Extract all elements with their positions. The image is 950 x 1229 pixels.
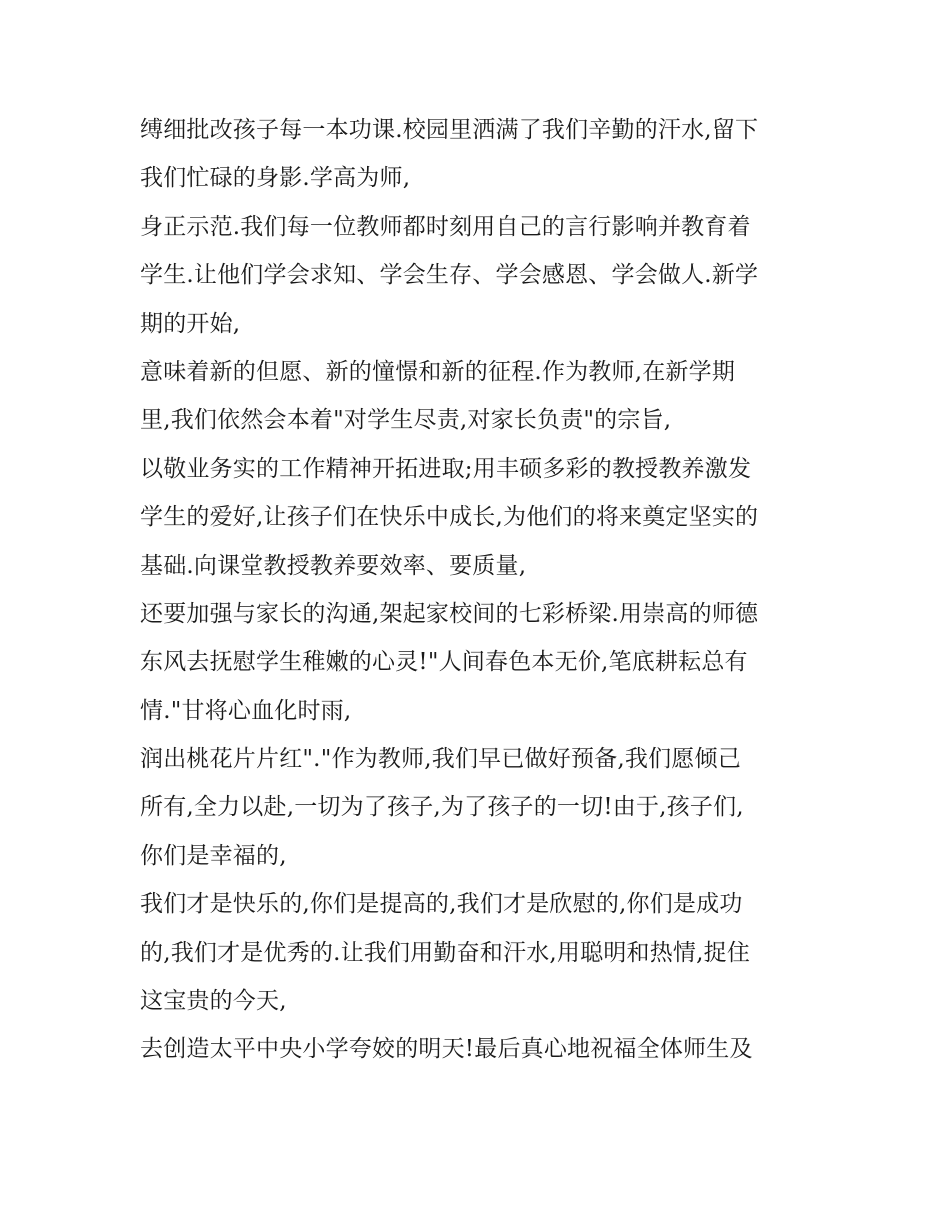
text-line: 我们才是快乐的,你们是提高的,我们才是欣慰的,你们是成功 [140, 891, 743, 918]
text-line: 润出桃花片片红"."作为教师,我们早已做好预备,我们愿倾己 [140, 746, 741, 773]
text-line: 以敬业务实的工作精神开拓进取;用丰硕多彩的教授教养激发 [140, 455, 752, 482]
text-line: 我们忙碌的身影.学高为师, [140, 165, 411, 192]
text-line: 缚细批改孩子每一本功课.校园里洒满了我们辛勤的汗水,留下 [140, 117, 759, 143]
text-line: 里,我们依然会本着"对学生尽责,对家长负责"的宗旨, [140, 407, 672, 434]
text-line: 意味着新的但愿、新的憧憬和新的征程.作为教师,在新学期 [140, 358, 736, 385]
text-line: 身正示范.我们每一位教师都时刻用自己的言行影响并教育着 [140, 213, 751, 240]
body-text [140, 106, 820, 1074]
text-line: 去创造太平中央小学夸姣的明天!最后真心地祝福全体师生及 [140, 1036, 753, 1063]
text-line: 这宝贵的今天, [140, 988, 287, 1015]
text-line: 你们是幸福的, [140, 842, 287, 869]
text-line: 所有,全力以赴,一切为了孩子,为了孩子的一切!由于,孩子们, [140, 794, 744, 821]
text-line: 情."甘将心血化时雨, [140, 697, 352, 724]
text-line: 基础.向课堂教授教养要效率、要质量, [140, 552, 527, 579]
text-line: 学生.让他们学会求知、学会生存、学会感恩、学会做人.新学 [140, 262, 759, 289]
text-line: 还要加强与家长的沟通,架起家校间的七彩桥梁.用崇高的师德 [140, 600, 759, 627]
text-line: 期的开始, [140, 310, 241, 337]
text-line: 的,我们才是优秀的.让我们用勤奋和汗水,用聪明和热情,捉住 [140, 939, 751, 966]
text-line: 东风去抚慰学生稚嫩的心灵!"人间春色本无价,笔底耕耘总有 [140, 649, 748, 676]
text-line: 学生的爱好,让孩子们在快乐中成长,为他们的将来奠定坚实的 [140, 504, 759, 531]
